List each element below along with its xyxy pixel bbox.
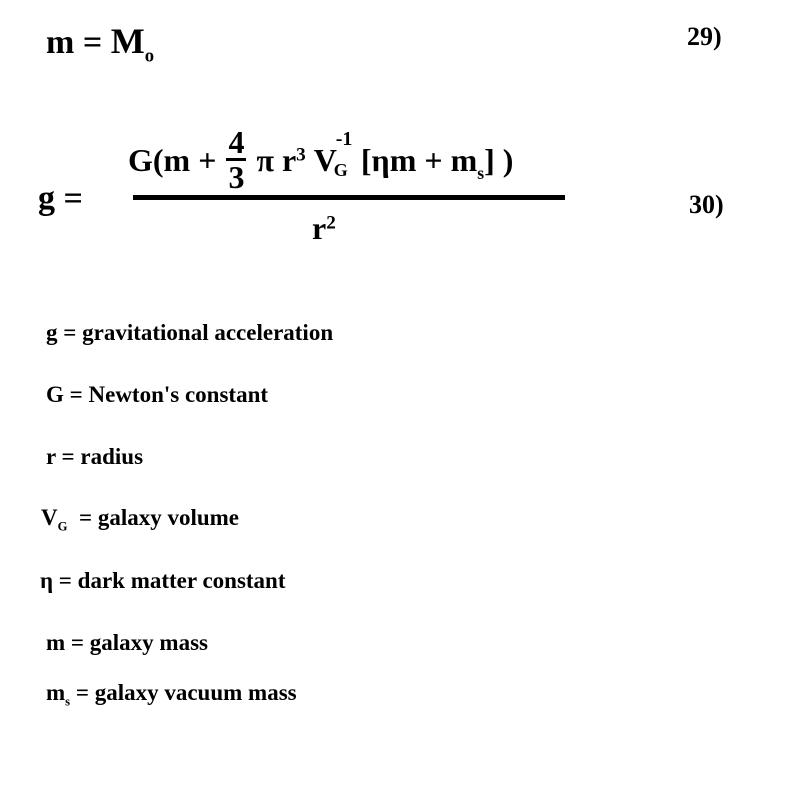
- eq30-bracket-pre: [ηm + m: [360, 141, 478, 178]
- definition-g: g = gravitational acceleration: [46, 320, 334, 345]
- definition-V-letter: V: [41, 505, 58, 530]
- eq29-equals: =: [82, 24, 103, 61]
- eq29-M-sub: o: [144, 45, 155, 67]
- eq30-four-thirds: [226, 126, 246, 193]
- eq30-fraction-bar: [133, 195, 565, 200]
- equation-30-number: 30): [689, 190, 724, 219]
- eq30-numer-pre: G(m +: [128, 141, 217, 178]
- definition-ms-rest: = galaxy vacuum mass: [75, 680, 297, 705]
- eq30-r: r: [281, 141, 297, 178]
- definition-ms-sub: s: [65, 694, 71, 709]
- eq29-M: M: [110, 21, 145, 61]
- equation-29-number: 29): [687, 22, 722, 51]
- definition-r: r = radius: [46, 444, 144, 469]
- eq30-V-sup: -1: [335, 127, 353, 150]
- definition-V-rest: = galaxy volume: [78, 505, 240, 530]
- definition-ms-letter: m: [46, 680, 66, 705]
- eq30-pi: π: [256, 141, 274, 178]
- eq30-VG: [313, 127, 353, 180]
- eq30-frac-den: 3: [228, 159, 245, 195]
- definition-V-sub: G: [57, 519, 68, 534]
- eq29-lhs: m: [46, 24, 75, 61]
- eq30-denominator: [312, 210, 336, 247]
- eq30-V: V: [313, 141, 337, 178]
- definition-m: m = galaxy mass: [46, 630, 208, 655]
- definition-G: G = Newton's constant: [46, 382, 269, 407]
- equation-29: [46, 20, 154, 67]
- definition-eta: η = dark matter constant: [40, 568, 286, 593]
- definition-ms: [46, 680, 297, 710]
- eq30-r-exp: 3: [296, 144, 306, 166]
- eq30-lhs: g =: [38, 180, 83, 217]
- eq30-frac-num: 4: [228, 124, 245, 160]
- eq30-ms-sub: s: [477, 162, 485, 183]
- eq30-denom-r: r: [312, 210, 327, 246]
- eq30-numerator: [128, 124, 514, 197]
- eq30-denom-exp: 2: [326, 212, 336, 234]
- eq30-bracket-post: ] ): [484, 141, 514, 178]
- eq30-V-sub: G: [333, 159, 348, 180]
- definition-VG: [41, 505, 239, 535]
